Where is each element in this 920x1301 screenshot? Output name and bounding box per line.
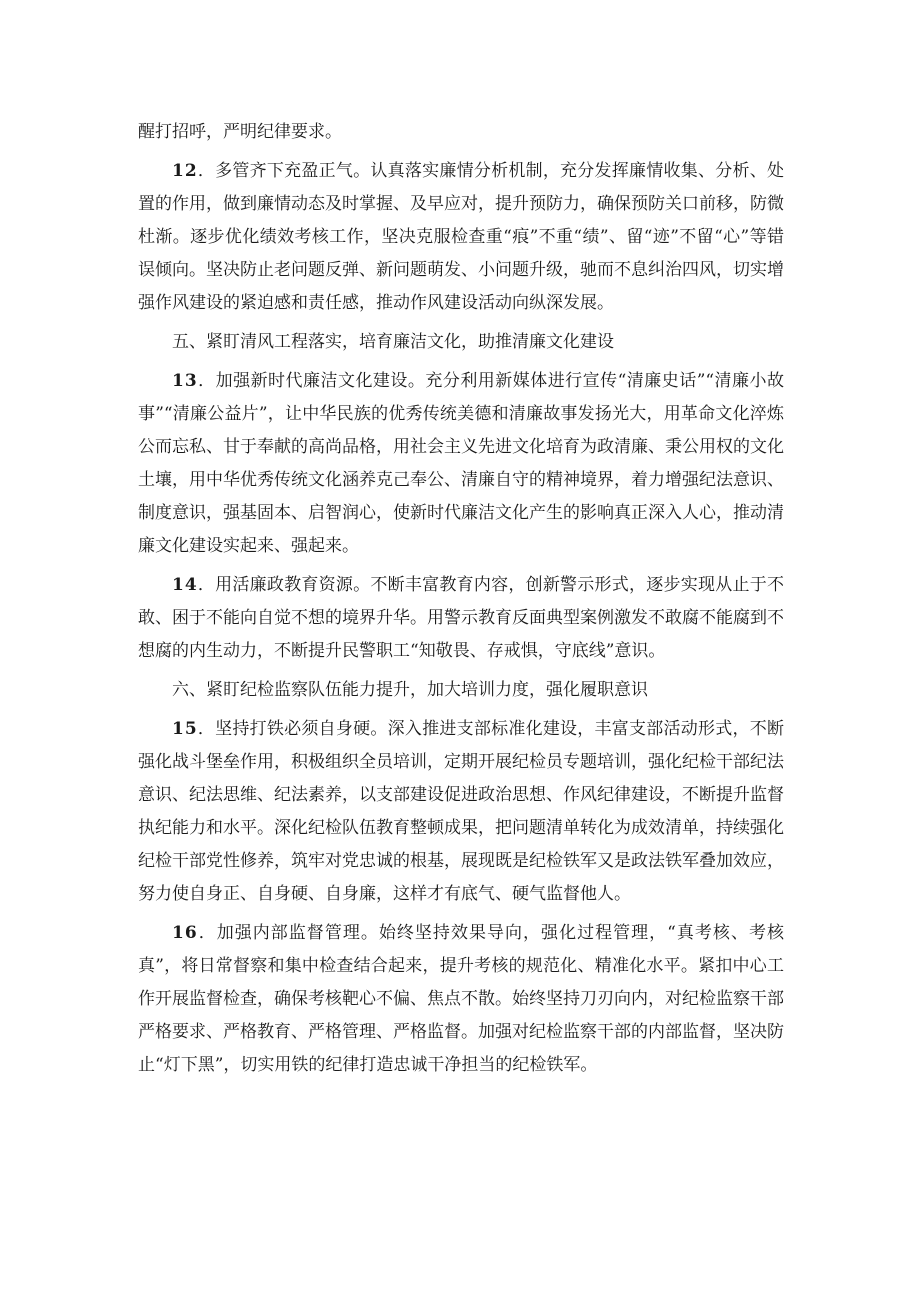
document-page: [138, 116, 784, 1088]
item-13-paragraph: [138, 365, 784, 563]
item-14-number: 14: [172, 575, 198, 595]
item-15-number: 15: [172, 719, 198, 739]
intro-tail-paragraph: 醒打招呼，严明纪律要求。: [138, 122, 342, 142]
item-12-number: 12: [172, 161, 198, 181]
item-16-text: ．加强内部监督管理。始终坚持效果导向，强化过程管理，“真考核、考核真”，将日常督察和集中检查结合起来，提升考核的规范化、精准化水平。紧扣中心工作开展监督检查，确保考核靶心不偏、焦点不散。始终坚持刀刃向内，对纪检监察干部严格要求、严格教育、严格管理、严格监督。加强对纪检监察干部的内部监督，坚决防止“灯下黑”，切实用铁的纪律打造忠诚干净担当的纪检铁军。: [138, 923, 784, 1075]
item-13-number: 13: [172, 371, 198, 391]
item-16-paragraph: [138, 917, 784, 1082]
item-14-text: ．用活廉政教育资源。不断丰富教育内容，创新警示形式，逐步实现从止于不敢、困于不能向自觉不想的境界升华。用警示教育反面典型案例激发不敢腐不能腐到不想腐的内生动力，不断提升民警职工“知敬畏、存戒惧，守底线”意识。: [138, 575, 784, 661]
item-15-paragraph: [138, 713, 784, 911]
item-14-paragraph: [138, 569, 784, 668]
section-6-heading: 六、紧盯纪检监察队伍能力提升，加大培训力度，强化履职意识: [172, 680, 648, 700]
item-16-number: 16: [172, 923, 198, 943]
section-5-heading: 五、紧盯清风工程落实，培育廉洁文化，助推清廉文化建设: [172, 332, 614, 352]
item-12-text: ．多管齐下充盈正气。认真落实廉情分析机制，充分发挥廉情收集、分析、处置的作用，做到廉情动态及时掌握、及早应对，提升预防力，确保预防关口前移，防微杜渐。逐步优化绩效考核工作，坚决克服检查重“痕”不重“绩”、留“迹”不留“心”等错误倾向。坚决防止老问题反弹、新问题萌发、小问题升级，驰而不息纠治四风，切实增强作风建设的紧迫感和责任感，推动作风建设活动向纵深发展。: [138, 161, 784, 313]
item-15-text: ．坚持打铁必须自身硬。深入推进支部标准化建设，丰富支部活动形式，不断强化战斗堡垒作用，积极组织全员培训，定期开展纪检员专题培训，强化纪检干部纪法意识、纪法思维、纪法素养，以支部建设促进政治思想、作风纪律建设，不断提升监督执纪能力和水平。深化纪检队伍教育整顿成果，把问题清单转化为成效清单，持续强化纪检干部党性修养，筑牢对党忠诚的根基，展现既是纪检铁军又是政法铁军叠加效应，努力使自身正、自身硬、自身廉，这样才有底气、硬气监督他人。: [138, 719, 784, 904]
item-13-text: ．加强新时代廉洁文化建设。充分利用新媒体进行宣传“清廉史话”“清廉小故事”“清廉公益片”，让中华民族的优秀传统美德和清廉故事发扬光大，用革命文化淬炼公而忘私、甘于奉献的高尚品格，用社会主义先进文化培育为政清廉、秉公用权的文化土壤，用中华优秀传统文化涵养克己奉公、清廉自守的精神境界，着力增强纪法意识、制度意识，强基固本、启智润心，使新时代廉洁文化产生的影响真正深入人心，推动清廉文化建设实起来、强起来。: [138, 371, 784, 556]
item-12-paragraph: [138, 155, 784, 320]
